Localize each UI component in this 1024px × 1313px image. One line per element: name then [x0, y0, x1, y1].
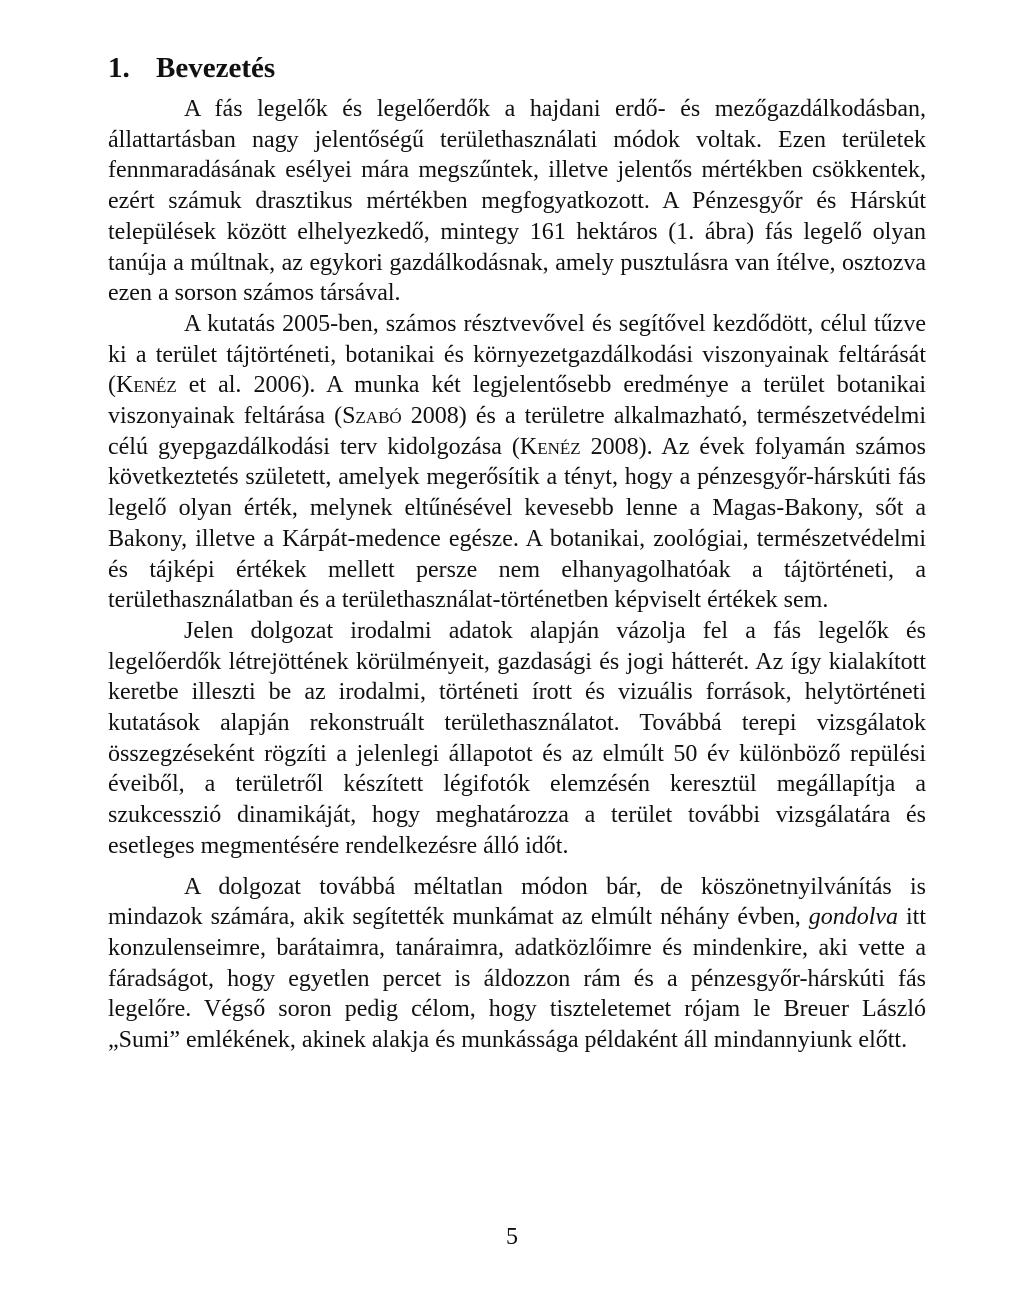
paragraph-4-text: itt konzulenseimre, barátaimra, tanáraimra, adatközlőimre és mindenkire, aki vette a fáradságot, hogy egyetlen percet is áldozzon rám és a pénzesgyőr-hárskúti fás legelőre. Végső soron pedig célom, hogy tiszteletemet rójam le Breuer László „Sumi” emlékének, akinek alakja és munkássága példaként áll mindannyiunk előtt.	[108, 904, 926, 1054]
paragraph-1: A fás legelők és legelőerdők a hajdani erdő- és mezőgazdálkodásban, állattartásban nagy jelentőségű területhasználati módok voltak. Ezen területek fennmaradásának esélyei mára megszűntek, illetve jelentős mértékben csökkentek, ezért számuk drasztikus mértékben megfogyatkozott. A Pénzesgyőr és Hárskút települések között elhelyezkedő, mintegy 161 hektáros (1. ábra) fás legelő olyan tanúja a múltnak, az egykori gazdálkodásnak, amely pusztulásra van ítélve, osztozva ezen a sorson számos társával.	[108, 96, 926, 307]
section-number: 1.	[108, 52, 130, 84]
citation-author: Kenéz	[116, 372, 177, 399]
paragraph-3: Jelen dolgozat irodalmi adatok alapján vázolja fel a fás legelők és legelőerdők létrejöttének körülményeit, gazdasági és jogi hátterét. Az így kialakított keretbe illeszti be az irodalmi, történeti írott és vizuális források, helytörténeti kutatások alapján rekonstruált területhasználatot. Továbbá terepi vizsgálatok összegzéseként rögzíti a jelenlegi állapotot és az elmúlt 50 év különböző repülési éveiből, a területről készített légifotók elemzésén keresztül megállapítja a szukcesszió dinamikáját, hogy meghatározza a terület további vizsgálatára és esetleges megmentésére rendelkezésre álló időt.	[108, 617, 926, 859]
citation-author: Szabó	[342, 403, 402, 430]
paragraph-2-text: 2008). Az évek folyamán számos következtetés született, amelyek megerősítik a tényt, hogy a pénzesgyőr-hárskúti fás legelő olyan érték, melynek eltűnésével kevesebb lenne a Magas-Bakony, sőt a Bakony, illetve a Kárpát-medence egésze. A botanikai, zoológiai, természetvédelmi és tájképi értékek mellett persze nem elhanyagolhatóak a tájtörténeti, a területhasználatban és a területhasználat-történetben képviselt értékek sem.	[108, 433, 926, 614]
paragraph-2-text: et al. 2006). A munka két legjelentősebb eredménye a terület botanikai viszonyainak feltárása (	[108, 372, 926, 430]
citation-author: Kenéz	[519, 433, 581, 460]
paragraph-2	[108, 309, 926, 616]
page-number: 5	[506, 1224, 518, 1250]
section-title: Bevezetés	[156, 52, 276, 84]
paragraph-2-text: 2008) és a területre alkalmazható, természetvédelmi célú gyepgazdálkodási terv kidolgozása (	[108, 403, 926, 460]
emphasis-text: gondolva	[808, 904, 899, 931]
paragraph-4	[108, 872, 926, 1056]
section-heading	[108, 50, 926, 86]
paragraph-4-text: A dolgozat továbbá méltatlan módon bár, de köszönetnyilvánítás is mindazok számára, akik segítették munkámat az elmúlt néhány évben,	[108, 873, 926, 931]
page-body	[108, 50, 926, 1056]
paragraph-2-text: A kutatás 2005-ben, számos résztvevővel és segítővel kezdődött, célul tűzve ki a terület tájtörténeti, botanikai és környezetgazdálkodási viszonyainak feltárását (	[108, 310, 926, 399]
